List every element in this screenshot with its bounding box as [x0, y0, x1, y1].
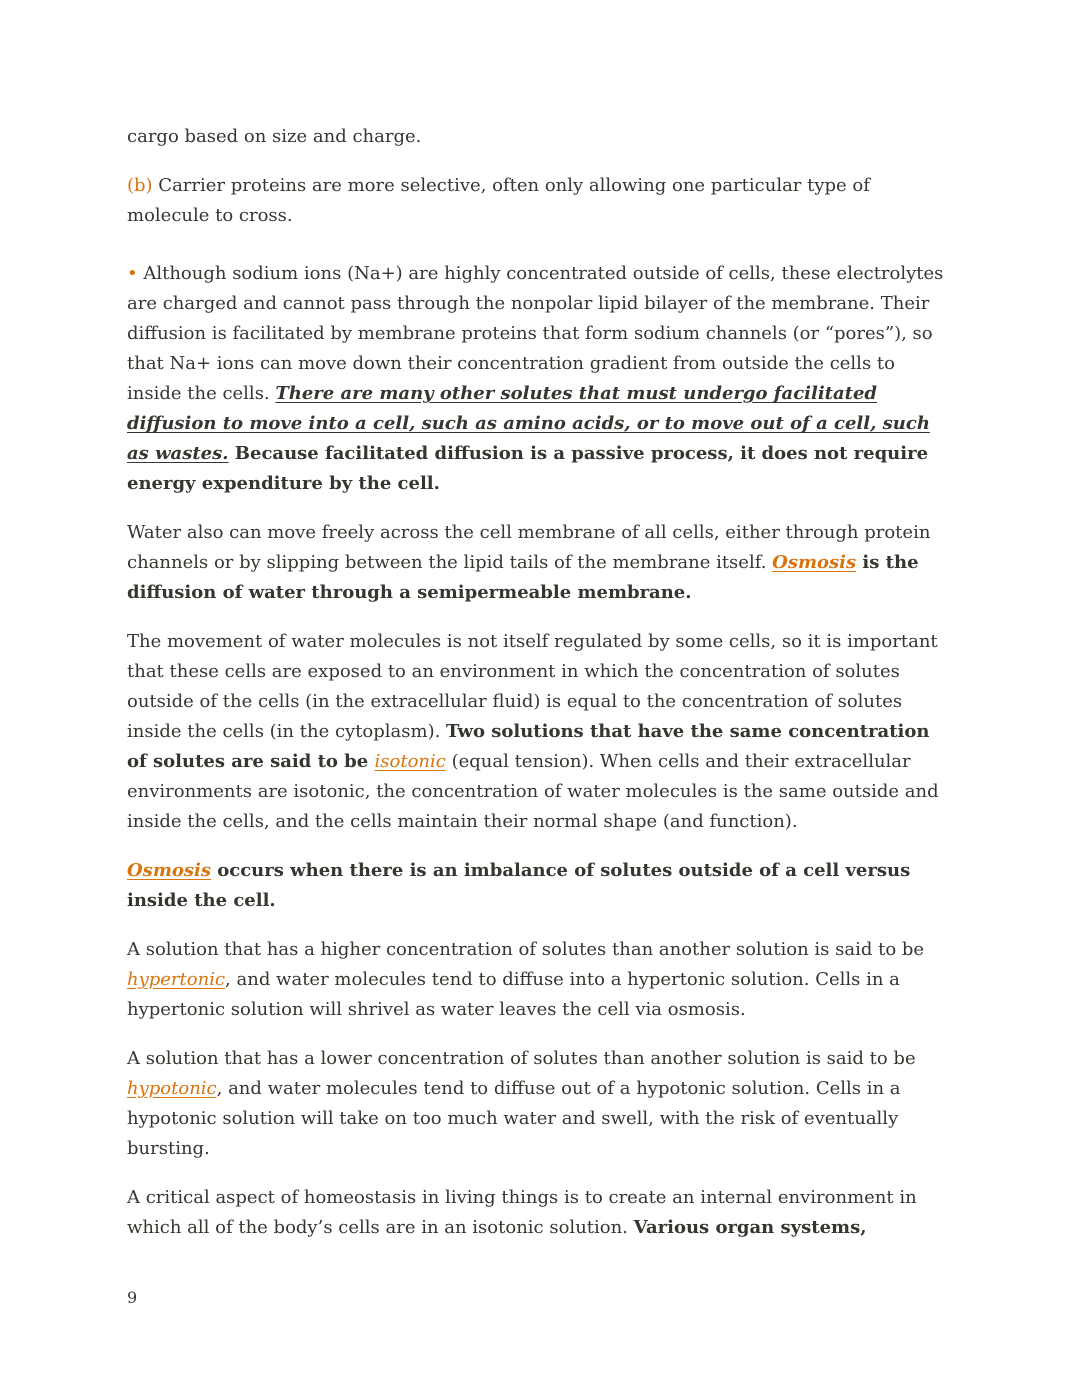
accent-text: (b) [127, 175, 153, 196]
term-link[interactable]: hypotonic [127, 1078, 217, 1099]
paragraph [127, 1183, 947, 1243]
text-segment: Carrier proteins are more selective, often only allowing one particular type of molecule to cross. [127, 175, 870, 226]
paragraph [127, 935, 947, 1025]
bullet-paragraph [127, 259, 947, 499]
text-segment: is the diffusion of water through a semipermeable membrane. [127, 552, 919, 603]
text-segment: A solution that has a higher concentration of solutes than another solution is said to be [127, 939, 925, 960]
term-link[interactable]: Osmosis [772, 552, 857, 573]
paragraph [127, 518, 947, 608]
paragraph [127, 627, 947, 837]
text-segment: A solution that has a lower concentration of solutes than another solution is said to be [127, 1048, 916, 1069]
text-segment: (equal tension). When cells and their extracellular environments are isotonic, the concentration of water molecules is the same outside and inside the cells, and the cells maintain their normal shape (and function). [127, 751, 939, 832]
paragraph [127, 856, 947, 916]
text-segment: occurs when there is an imbalance of solutes outside of a cell versus inside the cell. [127, 860, 911, 911]
document-content [127, 122, 947, 1262]
term-link[interactable]: isotonic [374, 751, 446, 772]
text-segment: There are many other solutes that must undergo facilitated diffusion to move into a cell, such as amino acids, or to move out of a cell, such as wastes. [127, 383, 930, 464]
text-segment: Because facilitated diffusion is a passive process, it does not require energy expenditure by the cell. [127, 443, 929, 494]
text-segment: Water also can move freely across the cell membrane of all cells, either through protein channels or by slipping between the lipid tails of the membrane itself. [127, 522, 931, 573]
paragraph [127, 171, 947, 231]
paragraph [127, 122, 947, 152]
text-segment: Two solutions that have the same concentration of solutes are said to be [127, 721, 930, 772]
page-number: 9 [127, 1288, 138, 1307]
text-segment: A critical aspect of homeostasis in living things is to create an internal environment in which all of the body’s cells are in an isotonic solution. [127, 1187, 917, 1238]
term-link[interactable]: Osmosis [127, 860, 211, 881]
bullet-icon: • [127, 263, 144, 284]
paragraph [127, 1044, 947, 1164]
text-segment: , and water molecules tend to diffuse out of a hypotonic solution. Cells in a hypotonic solution will take on too much water and swell, with the risk of eventually bursting. [127, 1078, 901, 1159]
text-segment: Although sodium ions (Na+) are highly concentrated outside of cells, these electrolytes are charged and cannot pass through the nonpolar lipid bilayer of the membrane. Their diffusion is facilitated by membrane proteins that form sodium channels (or “pores”), so that Na+ ions can move down their concentration gradient from outside the cells to inside the cells. [127, 263, 944, 404]
text-segment: cargo based on size and charge. [127, 126, 422, 147]
term-link[interactable]: hypertonic [127, 969, 226, 990]
text-segment: Various organ systems, [633, 1217, 867, 1238]
text-segment: The movement of water molecules is not itself regulated by some cells, so it is important that these cells are exposed to an environment in which the concentration of solutes outside of the cells (in the extracellular fluid) is equal to the concentration of solutes inside the cells (in the cytoplasm). [127, 631, 938, 742]
text-segment: , and water molecules tend to diffuse into a hypertonic solution. Cells in a hypertonic solution will shrivel as water leaves the cell via osmosis. [127, 969, 900, 1020]
